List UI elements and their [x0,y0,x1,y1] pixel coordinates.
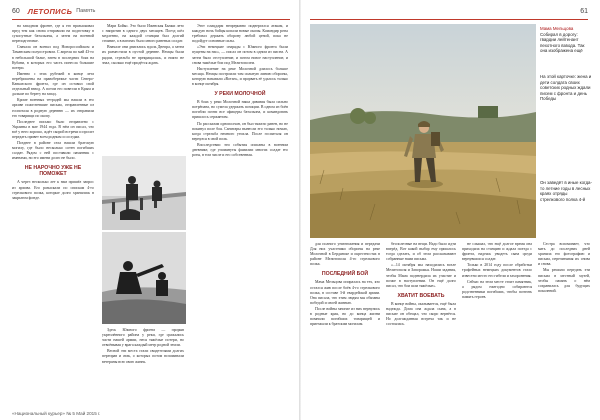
header-rule [12,19,290,20]
war-photo-soldiers-fence [102,156,186,230]
right-text-column-2: бесполезные на вещи. Надо было идти вперёд. Вот какой выбор ему пришлось тогда сделать, и об этом рассказывают собранные нами письма. «...14 октября мы находились возле Мелитополя и Запорожья. Наши задания, чтобы Мама подтвердила их участие и позже в наступлении. Он ещё долго писал, что бои шли тяжёлые». ХВАТИТ ВОЕВАТЬ В конце войны, оказывается, ещё была надежда. Дома она ждала сына, а в письме он обещал, что скоро вернётся. Но долгожданная встреча так и не состоялась. [386,242,456,327]
text-column-2-continued: Здесь Южного фронта — прорыв укреплённого района у реки, где сражались части нашей армии, неся тяжёлые потери, но отвоёвывая у врага каждый метр родной земли. Весной эти места стали свидетелями долгих переправ и атак, о которых потом вспоминали ветераны всю свою жизнь. [102,328,184,364]
right-page [300,0,600,420]
section-heading-enough-war: ХВАТИТ ВОЕВАТЬ [397,292,445,299]
caption-text: Собирал в дорогу: гвардии лейтенант пехотного взвода. Так она изображена ещё [540,31,585,54]
rubric-label: Память [76,8,96,14]
war-photo-combat [102,232,186,324]
section-heading: НЕ НАРОЧНО УЖЕ НЕ ПОМОЖЕТ [24,165,82,178]
text-column-2: Мари Бойко. Это было Ижевская Бычки лето с напротив в одного двух месяцев. Поезд шёл медленно, на каждой станции был долгий стояние, а в вагонах было много раненых солдат. Вначале они двигались вдоль Днепра, а затем их разместили в пустой деревне. Немцы были рядом, стрельба не прекращалась, и никто не знал, сколько ещё придётся ждать. [102,24,184,65]
right-page-number: 61 [580,7,588,15]
left-page-number: 60 [12,7,20,15]
right-text-column-4: Сестра вспоминает, что мать до последних дней хранила его фотографию и письма, перечитывая их снова и снова. Мы решили передать эти письма в местный музей, чтобы память о нём сохранилась для будущих поколений. [538,242,590,293]
caption-highlight: Мама Мельцова [540,26,574,31]
text-column-3: Этот плацдарм непрерывно подвергался атакам, и каждую ночь бойцы копали новые окопы. Командир роты требовал держать оборону любой ценой, пока не подойдут основные силы. «Эти немецкие снаряды с Южного фронта были пущены на нас», — писал он потом в одном из писем. А затем было отступление, и потом новое наступление, и снова тяжёлые бои под Мелитополем. Наступление на реке Молочной длилось больше месяца. Немцы построили там сильную линию обороны, которую называли «Вотан», и прорвать её удалось только в конце октября. У РЕКИ МОЛОЧНОЙ В боях у реки Молочной наша дивизия была сильно потрёпана, но сумела удержать позиции. В одном из боёв погибли почти все офицеры батальона, и командовать пришлось сержантам. По рассказам однополчан, он был тяжело ранен, но не покинул поле боя. Санитары вынесли его только ночью, когда стрельба немного утихла. После госпиталя он вернулся в свой полк. Впоследствии эти события описаны в военном дневнике, где упомянуты фамилии многих солдат его роты, в том числе и его собственная. [192,24,288,158]
painting-caption [540,26,592,54]
photo-caption: На этой карточке: жена и дети солдата своих советских родных ждали писем с фронта и день Победы [540,74,592,102]
header-rule-right [310,19,588,20]
right-text-column-3: не слышал, что ещё долгое время она приходила на станцию и ждала поезда с фронта, надеясь увидеть сына среди вернувшихся солдат. Только в 2014 году после обработки трофейных немецких документов стало известно место его гибели и захоронения. Сейчас на этом месте стоит памятник, а рядом ежегодно собираются родственники погибших, чтобы почтить память героев. [462,242,532,299]
right-text-column-1: для полного уничтожения и передачи Для них участники обороны на реке Молочной в Бердянске и окрестностях в районе Мелитополя 4-го стрелкового полка. ПОСЛЕДНИЙ БОЙ Мама Мельцова опиралась на тех, кто остался жив после боёв 4-го стрелкового полка, в составе 3-й гвардейской армии. Она писала, что этим людям мы обязаны победой и своей жизнью. После войны многие из них вернулись в родные края, но до конца жизни помнили погибших товарищей и приезжали к братским могилам. [310,242,380,327]
right-header [310,4,588,18]
section-heading-last-battle: ПОСЛЕДНИЙ БОЙ [321,271,369,278]
left-header [12,4,290,18]
painting-caption-2: Он заведёт в иные когда-то летние годы в лесных краях отряды стрелкового полка 4-й [540,180,592,202]
text-column-1: на западном фронте, где я его вразыскивал пред тем как снова отправили на подготовку в сухопутные батальоны, а затем на военной переподготовке. Сначала он воевал под Новороссийском и Таманским полуостровом. С апреля по май 43-го в небольшой балке, затем в последних боях на Кубани, в которых его часть понесла большие потери. Именно с этих рубежей в конце лета переброшены на правобережье части Северо-Кавказского фронта, где он оставил свой отдельный взвод. А потом его повезли в Крым и дальше по берегу на запад. Кроме военных тетрадей мы нашли в его архиве пожелтевшие письма, отправленные из госпиталя в родную деревню — их отправили его товарищи по окопу. Последнее письмо было отправлено с Украины в мае 1944 года. В нём он писал, что всё у него хорошо, ждёт скорой встречи и просит передать привет всем родным и соседям. Позднее в районе села нашли братскую могилу, где было несколько сотен погибших солдат. Рядом с ней поставили памятник с именами, но его имени долго не было. НЕ НАРОЧНО УЖЕ НЕ ПОМОЖЕТ А через несколько лет к нам пришёл запрос из архива. Его разыскали по спискам 4-го стрелкового полка, которые долго хранились в закрытом фонде. [12,24,94,200]
section-heading-river: У РЕКИ МОЛОЧНОЙ [214,91,266,98]
painting-soldier-field [310,24,536,238]
left-footer: «Национальный курьер» № 5 Май 2015 г. [12,411,101,416]
magazine-logo: ЛЕТОПИСЬ [27,6,73,16]
